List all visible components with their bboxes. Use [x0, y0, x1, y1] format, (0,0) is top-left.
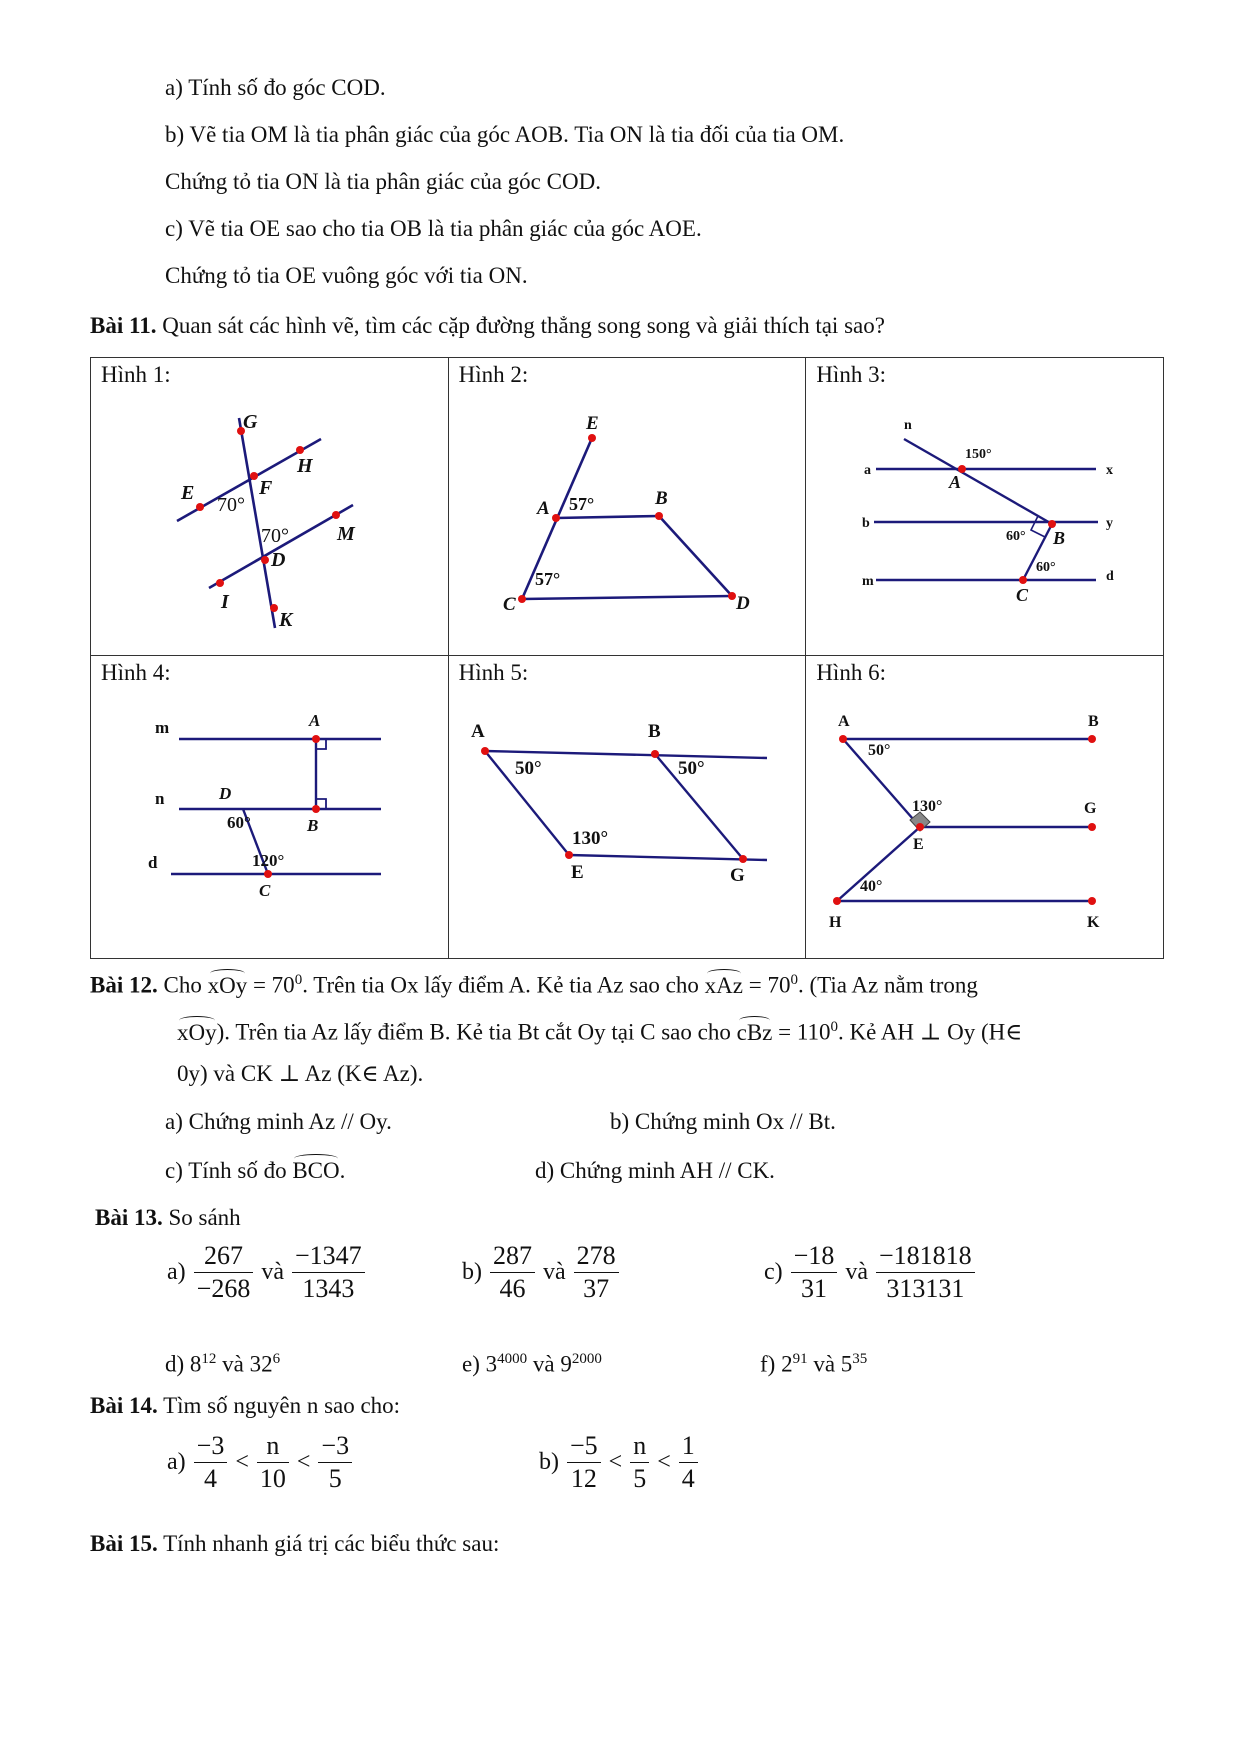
point-b — [1048, 520, 1056, 528]
label-d: D — [271, 549, 286, 571]
angle-150: 150° — [965, 447, 992, 462]
point-k — [1088, 897, 1096, 905]
numerator: −3 — [318, 1430, 352, 1463]
point-b — [655, 512, 663, 520]
base: 5 — [840, 1351, 853, 1377]
point-a — [481, 747, 489, 755]
figure-3-diagram — [806, 358, 1162, 656]
caption-3: Hình 3: — [816, 362, 886, 387]
tag-c: c) — [764, 1259, 783, 1285]
figure-cell-4 — [91, 656, 449, 959]
label-a: A — [470, 721, 485, 742]
figure-cell-6 — [806, 656, 1164, 959]
exponent: 12 — [201, 1351, 217, 1367]
intro-line-a: a) Tính số đo góc COD. — [165, 75, 386, 100]
point-g — [1088, 823, 1096, 831]
label-y: y — [1106, 516, 1114, 531]
label-n: n — [904, 418, 913, 433]
angle-40: 40° — [860, 878, 883, 895]
numerator: −5 — [567, 1430, 601, 1463]
label-b-point: B — [1053, 528, 1066, 548]
point-m — [332, 511, 340, 519]
exponent: 2000 — [571, 1351, 602, 1367]
bai15-heading — [90, 1530, 499, 1558]
degree-2: 0 — [790, 972, 798, 988]
point-c — [518, 595, 526, 603]
base: 2 — [781, 1351, 793, 1377]
line-eg — [569, 855, 767, 860]
base: 3 — [485, 1351, 498, 1377]
angle-120: 120° — [252, 851, 285, 870]
denominator: 31 — [800, 1274, 827, 1303]
less-than: < — [235, 1449, 249, 1475]
numerator: 1 — [679, 1430, 698, 1463]
bai12-text-f: ). Trên tia Az lấy điểm B. Kẻ tia Bt cắt Oy tại C sao cho — [216, 1019, 737, 1045]
angle-70-top: 70° — [217, 494, 245, 516]
base: 8 — [189, 1351, 202, 1377]
point-k — [270, 604, 278, 612]
label-a: A — [536, 498, 550, 519]
figure-cell-1 — [91, 358, 449, 656]
label-b: B — [647, 721, 661, 742]
denominator: 4 — [681, 1464, 695, 1493]
angle-xoy-2: xOy — [177, 1019, 217, 1045]
label-h: H — [297, 455, 313, 477]
label-a: A — [838, 713, 850, 730]
point-g — [739, 855, 747, 863]
angle-60: 60° — [227, 813, 251, 832]
fraction — [318, 1430, 352, 1495]
bai12-part-b: b) Chứng minh Ox // Bt. — [610, 1109, 836, 1134]
intro-line-b2: Chứng tỏ tia ON là tia phân giác của góc COD. — [165, 169, 601, 194]
numerator: n — [257, 1430, 289, 1463]
label-d-line: d — [1106, 569, 1115, 584]
fraction — [257, 1430, 289, 1495]
numerator: 287 — [490, 1240, 535, 1273]
bai14-text: Tìm số nguyên n sao cho: — [163, 1393, 401, 1418]
point-i — [216, 579, 224, 587]
figure-5-diagram — [449, 656, 805, 959]
label-d-line: d — [148, 853, 158, 872]
less-than: < — [608, 1449, 623, 1475]
angle-57-a: 57° — [568, 494, 594, 514]
fraction — [490, 1240, 535, 1305]
point-b — [312, 805, 320, 813]
label-x: x — [1106, 463, 1114, 478]
numerator: −181818 — [876, 1240, 975, 1273]
denominator: −268 — [196, 1274, 251, 1303]
label-m-line: m — [862, 574, 874, 589]
bai12-line-1 — [90, 966, 978, 1000]
angle-60-b: 60° — [1006, 529, 1026, 544]
angle-60-c: 60° — [1036, 560, 1056, 575]
tag-f: f) — [760, 1351, 776, 1377]
caption-4: Hình 4: — [101, 660, 171, 685]
label-g: G — [729, 865, 745, 886]
point-b — [1088, 735, 1096, 743]
bai14-item-a — [163, 1430, 356, 1495]
label-k: K — [1087, 914, 1100, 931]
label-b-line: b — [862, 516, 871, 531]
angle-50: 50° — [868, 742, 891, 759]
label-f: F — [259, 477, 273, 499]
numerator: −18 — [791, 1240, 838, 1273]
bai12-part-c — [165, 1157, 345, 1185]
degree-3: 0 — [830, 1019, 838, 1035]
tag-a: a) — [167, 1449, 186, 1475]
label-g: G — [1084, 800, 1097, 817]
label-n: n — [155, 789, 165, 808]
figures-table — [90, 357, 1164, 959]
fraction — [791, 1240, 838, 1305]
point-f — [250, 472, 258, 480]
denominator: 5 — [633, 1464, 647, 1493]
denominator: 4 — [203, 1464, 217, 1493]
denominator: 5 — [328, 1464, 342, 1493]
tag-b: b) — [462, 1259, 482, 1285]
numerator: −1347 — [292, 1240, 365, 1273]
label-a-point: A — [949, 472, 962, 492]
bai12-label: Bài 12. — [90, 972, 158, 998]
figure-1-diagram — [91, 358, 447, 656]
bai12-line-2 — [177, 1013, 1022, 1047]
bai12-text-g: = 110 — [772, 1019, 831, 1045]
label-e: E — [585, 413, 599, 434]
point-a — [839, 735, 847, 743]
label-e: E — [181, 482, 195, 504]
label-b: B — [1088, 713, 1099, 730]
conj-va: và — [845, 1259, 868, 1285]
label-m: M — [337, 523, 355, 545]
bai13-item-b — [458, 1240, 623, 1305]
bai13-item-d — [165, 1345, 280, 1379]
point-e — [565, 851, 573, 859]
label-e: E — [570, 862, 584, 883]
point-b — [651, 750, 659, 758]
label-i: I — [221, 591, 229, 613]
figure-cell-3 — [806, 358, 1164, 656]
numerator: 278 — [574, 1240, 619, 1273]
label-b: B — [654, 488, 668, 509]
conj-va: và — [543, 1259, 566, 1285]
bai12-text-e: . (Tia Az nằm trong — [797, 972, 978, 998]
line-gk — [239, 418, 275, 628]
bai12-text-b: = 70 — [247, 972, 295, 998]
figure-cell-5 — [448, 656, 806, 959]
bai13-heading — [95, 1204, 241, 1232]
label-g: G — [243, 411, 258, 433]
point-h — [833, 897, 841, 905]
denominator: 1343 — [302, 1274, 355, 1303]
denominator: 37 — [583, 1274, 610, 1303]
conj-va: và — [222, 1351, 244, 1377]
angle-130: 130° — [912, 798, 943, 815]
bai12-text-d: = 70 — [742, 972, 791, 998]
conj-va: và — [532, 1351, 555, 1377]
angle-57-c: 57° — [534, 569, 560, 589]
fraction — [630, 1430, 649, 1495]
figure-2-diagram — [449, 358, 805, 656]
label-a-line: a — [864, 463, 872, 478]
figure-6-diagram — [806, 656, 1162, 959]
fraction — [567, 1430, 601, 1495]
angle-bco: BCO — [292, 1158, 340, 1183]
angle-xoy: xOy — [207, 972, 248, 998]
tag-b: b) — [539, 1449, 559, 1475]
fraction — [574, 1240, 619, 1305]
caption-5: Hình 5: — [458, 660, 529, 685]
point-h — [296, 446, 304, 454]
angle-xaz: xAz — [704, 972, 743, 998]
base: 32 — [249, 1351, 273, 1377]
point-c — [1019, 576, 1027, 584]
denominator: 46 — [499, 1274, 526, 1303]
point-c — [264, 870, 272, 878]
base: 9 — [560, 1351, 572, 1377]
numerator: −3 — [194, 1430, 228, 1463]
bai12-c-post: . — [339, 1158, 346, 1183]
label-d-point: D — [219, 784, 232, 803]
tag-d: d) — [165, 1351, 185, 1377]
exponent: 91 — [792, 1351, 808, 1367]
less-than: < — [296, 1449, 311, 1475]
fraction — [194, 1240, 254, 1305]
tag-e: e) — [462, 1351, 480, 1377]
denominator: 12 — [570, 1464, 597, 1493]
point-a — [552, 514, 560, 522]
intro-line-c2: Chứng tỏ tia OE vuông góc với tia ON. — [165, 263, 528, 288]
label-b: B — [307, 816, 319, 835]
caption-2: Hình 2: — [458, 362, 529, 387]
label-m: m — [155, 718, 170, 737]
exponent: 4000 — [497, 1351, 528, 1367]
caption-1: Hình 1: — [101, 362, 171, 387]
bai13-label: Bài 13. — [95, 1205, 163, 1230]
angle-cbz: cBz — [736, 1019, 773, 1045]
bai12-text-a: Cho — [163, 972, 208, 998]
bai12-part-a: a) Chứng minh Az // Oy. — [165, 1109, 392, 1134]
label-e: E — [913, 836, 924, 853]
bai12-part-d: d) Chứng minh AH // CK. — [535, 1158, 775, 1183]
fraction — [292, 1240, 365, 1305]
bai11-text: Quan sát các hình vẽ, tìm các cặp đường thẳng song song và giải thích tại sao? — [162, 313, 885, 338]
label-h: H — [829, 914, 842, 931]
fraction — [679, 1430, 698, 1495]
point-d — [728, 592, 736, 600]
point-d — [261, 556, 269, 564]
exponent: 35 — [852, 1351, 868, 1367]
bai13-item-a — [163, 1240, 369, 1305]
bai11-label: Bài 11. — [90, 313, 157, 338]
figure-cell-2 — [448, 358, 806, 656]
less-than: < — [657, 1449, 671, 1475]
denominator: 313131 — [886, 1274, 965, 1303]
line-cd — [522, 596, 732, 599]
bai12-text-h: . Kẻ AH ⊥ Oy (H∈ — [838, 1019, 1023, 1045]
intro-line-b: b) Vẽ tia OM là tia phân giác của góc AOB. Tia ON là tia đối của tia OM. — [165, 122, 845, 147]
label-c: C — [259, 881, 271, 900]
conj-va: và — [261, 1259, 284, 1285]
intro-line-c: c) Vẽ tia OE sao cho tia OB là tia phân giác của góc AOE. — [165, 216, 702, 241]
numerator: 267 — [194, 1240, 254, 1273]
conj-va: và — [813, 1351, 836, 1377]
angle-50-a: 50° — [514, 758, 542, 779]
degree-1: 0 — [294, 972, 303, 988]
line-ab — [556, 516, 659, 518]
bai13-item-e — [462, 1345, 602, 1379]
label-d: D — [735, 593, 750, 614]
point-e — [196, 503, 204, 511]
tag-a: a) — [167, 1259, 186, 1285]
caption-6: Hình 6: — [816, 660, 886, 685]
fraction — [876, 1240, 975, 1305]
fraction — [194, 1430, 228, 1495]
figure-4-diagram — [91, 656, 447, 959]
exponent: 6 — [272, 1351, 281, 1367]
bai12-line-3: 0y) và CK ⊥ Az (K∈ Az). — [177, 1061, 424, 1086]
point-e — [588, 434, 596, 442]
bai13-item-c — [760, 1240, 979, 1305]
angle-50-b: 50° — [677, 758, 705, 779]
label-c: C — [502, 594, 516, 615]
point-e — [916, 823, 924, 831]
bai15-text: Tính nhanh giá trị các biểu thức sau: — [163, 1531, 500, 1556]
bai13-item-f — [760, 1345, 867, 1379]
bai15-label: Bài 15. — [90, 1531, 158, 1556]
label-a: A — [309, 711, 321, 730]
bai13-text: So sánh — [168, 1205, 241, 1230]
bai14-heading — [90, 1392, 400, 1420]
denominator: 10 — [259, 1464, 286, 1493]
bai14-label: Bài 14. — [90, 1393, 158, 1418]
angle-130: 130° — [571, 828, 608, 849]
line-ab — [485, 751, 767, 758]
bai11-heading — [90, 312, 885, 340]
label-c-point: C — [1016, 585, 1029, 605]
line-bd — [659, 516, 732, 596]
bai14-item-b — [535, 1430, 702, 1495]
numerator: n — [630, 1430, 649, 1463]
label-k: K — [279, 609, 293, 631]
point-a — [312, 735, 320, 743]
bai12-c-pre: c) Tính số đo — [165, 1158, 293, 1183]
bai12-text-c: . Trên tia Ox lấy điểm A. Kẻ tia Az sao cho — [302, 972, 705, 998]
angle-70-bottom: 70° — [261, 525, 289, 547]
